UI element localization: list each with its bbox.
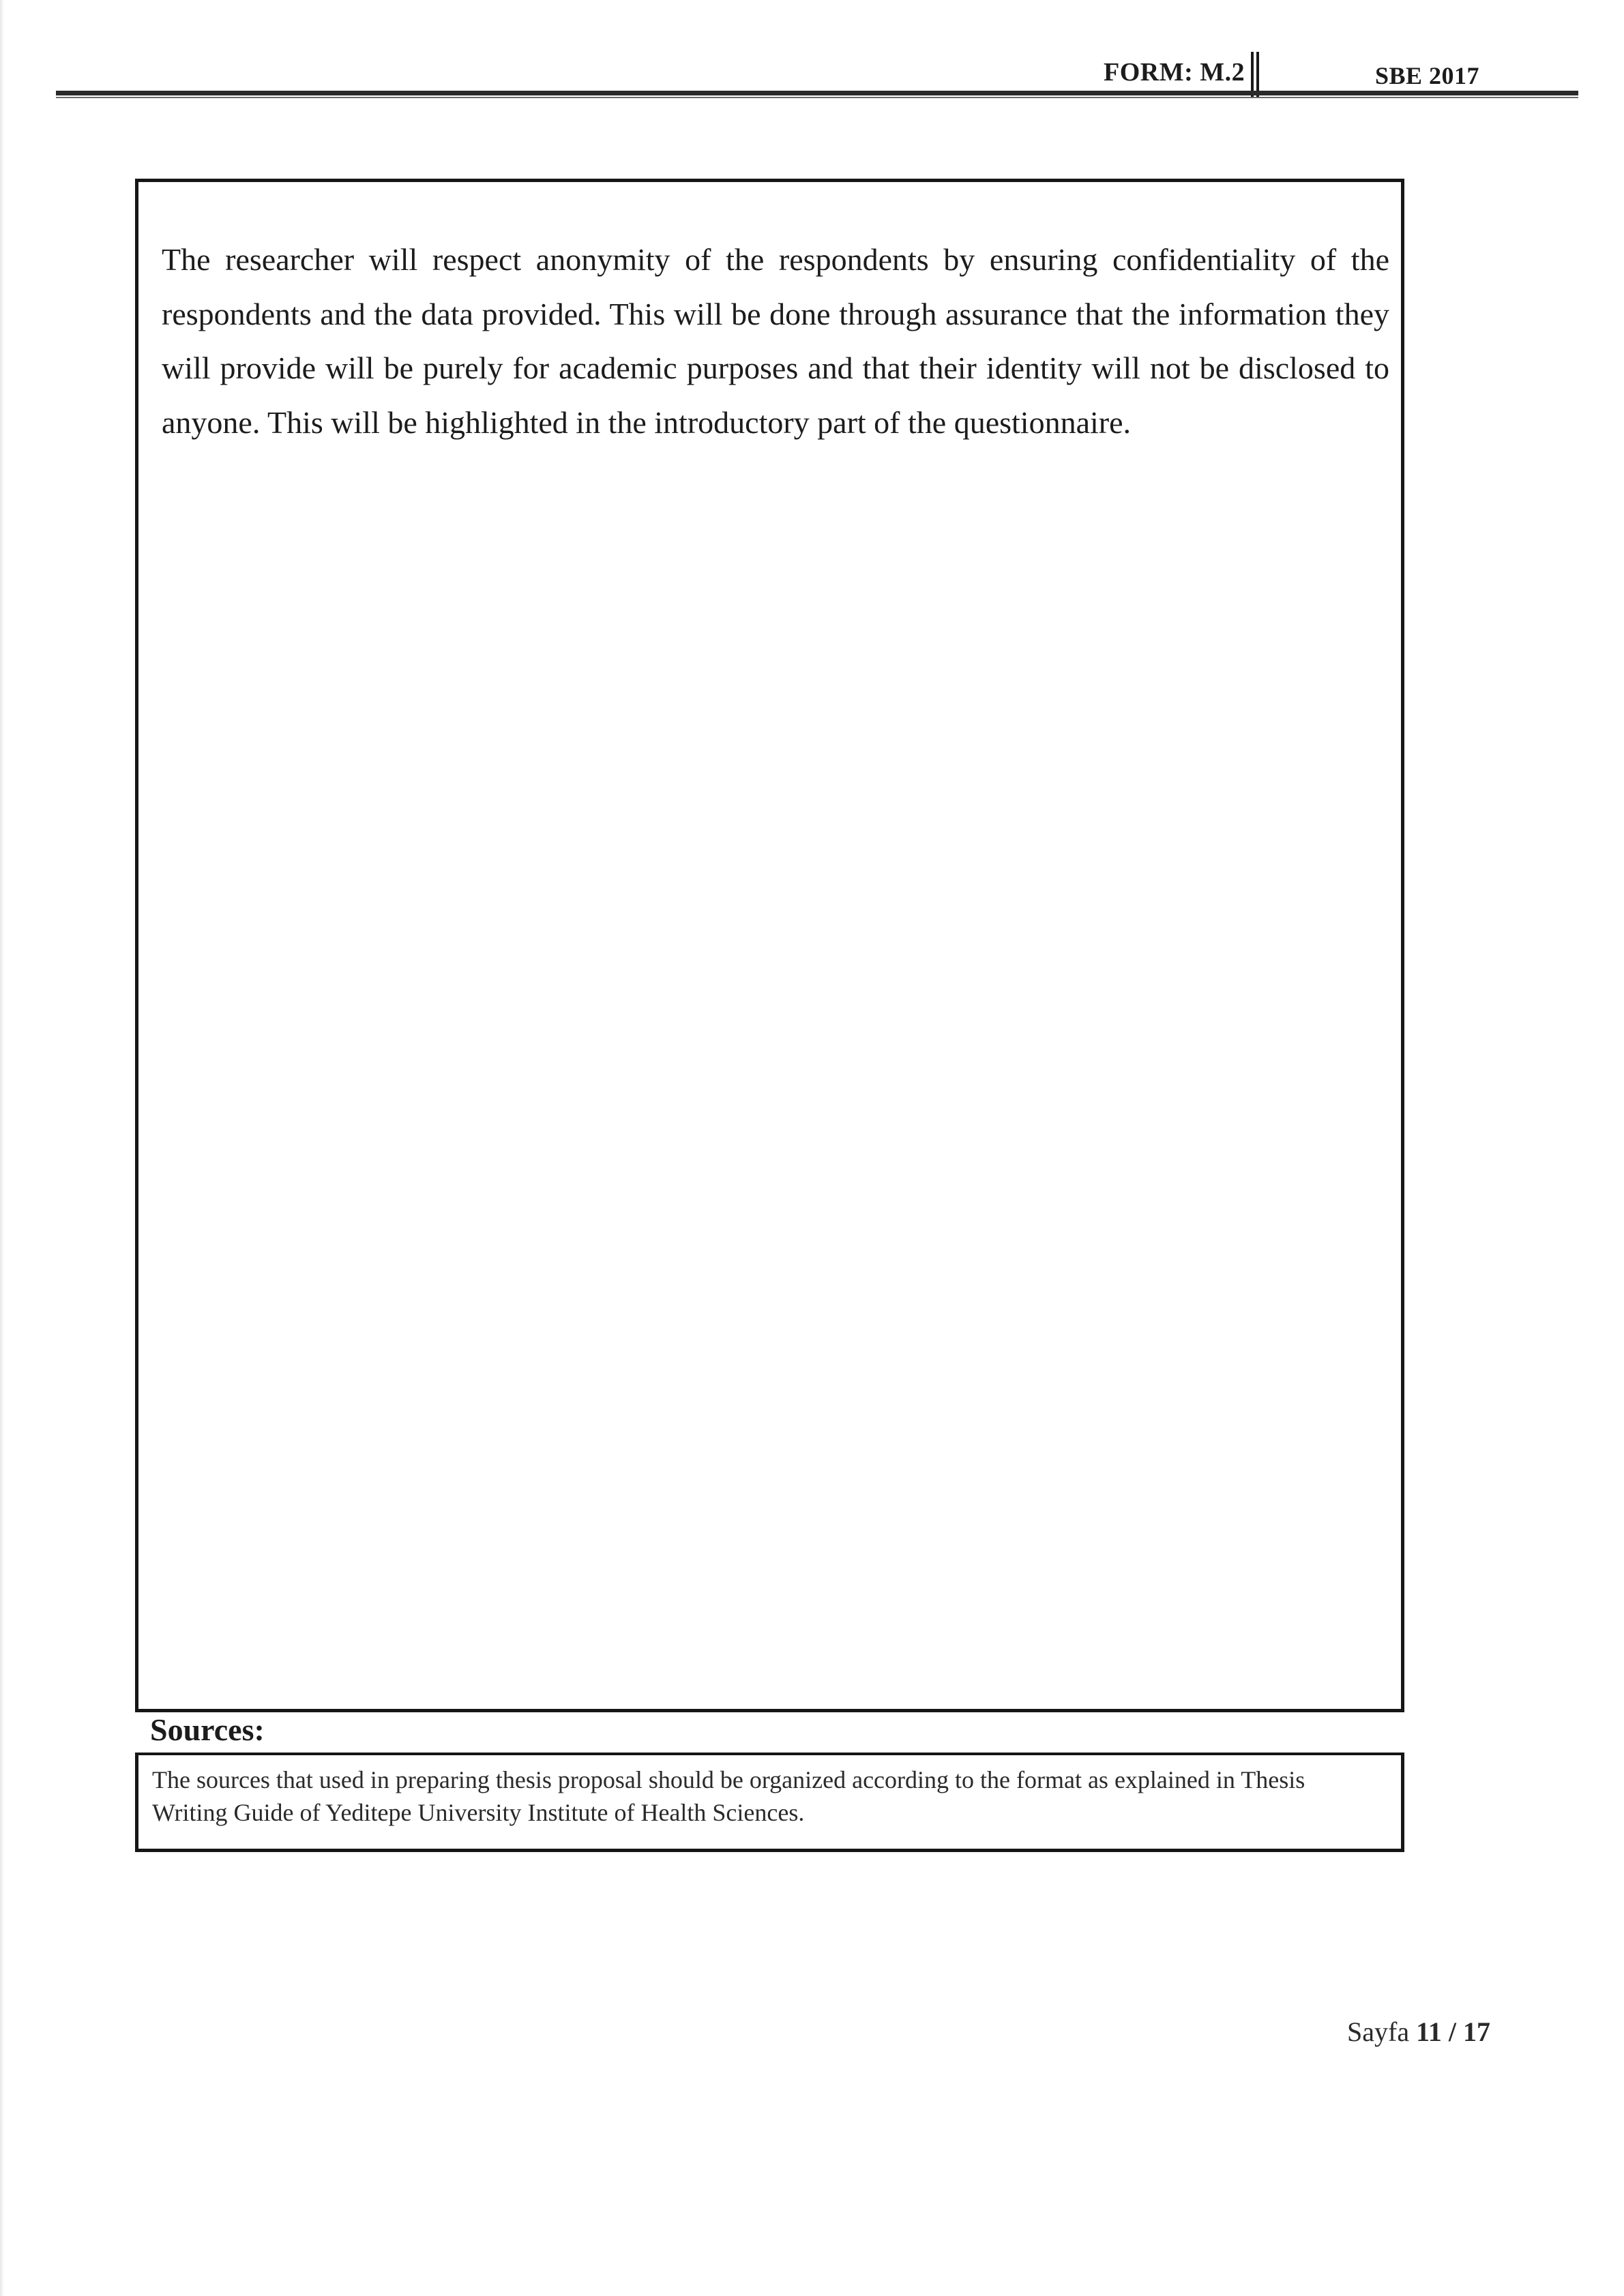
ethics-paragraph: The researcher will respect anonymity of the respondents by ensuring confidentiality of the respondents and the data provided. This will be done through assurance that the information they will provide will be purely for academic purposes and that their identity will not be disclosed to anyone. This will be highlighted in the introductory part of the questionnaire.	[162, 242, 1389, 440]
page-edge	[0, 0, 4, 2296]
header-rule	[56, 91, 1578, 98]
page-separator: /	[1448, 2016, 1456, 2047]
content-box	[135, 179, 1404, 1712]
page-number	[1347, 2016, 1490, 2048]
page-header	[0, 0, 1624, 109]
sources-box	[135, 1753, 1404, 1852]
form-code: FORM: M.2	[1104, 58, 1245, 87]
page-total: 17	[1463, 2016, 1490, 2047]
sources-text: The sources that used in preparing thesis proposal should be organized according to the format as explained in Thesis Writing Guide of Yeditepe University Institute of Health Sciences.	[152, 1766, 1305, 1826]
institution-year: SBE 2017	[1375, 62, 1480, 89]
sources-heading: Sources:	[150, 1712, 265, 1747]
page-prefix: Sayfa	[1347, 2016, 1410, 2047]
page-current: 11	[1416, 2016, 1442, 2047]
